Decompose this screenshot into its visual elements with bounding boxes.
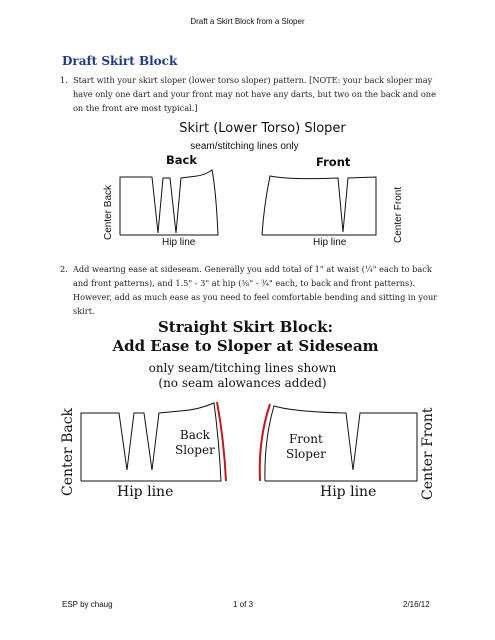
back-sloper-label: Back Sloper xyxy=(175,428,215,457)
footer-page-number: 1 of 3 xyxy=(233,600,254,609)
center-front-label: Center Front xyxy=(393,186,404,243)
front-label: Front xyxy=(316,155,351,169)
back-label: Back xyxy=(166,153,197,167)
center-back-label: Center Back xyxy=(60,407,76,496)
figure2-subtitle-line1: only seam/titching lines shown xyxy=(148,361,337,375)
step-text: Add wearing ease at sideseam. Generally you add total of 1" at waist (¼" each to back and front patterns), and 1.5" - 3" at hip (⅜" - ¾" each, to back and front patterns). However, add as much ease as you need to feel comfortable bending and sitting in your skirt. xyxy=(73,264,438,316)
step-number: 1. xyxy=(60,75,68,85)
figure2-title-line1: Straight Skirt Block: xyxy=(157,318,334,336)
figure2-subtitle-line2: (no seam alowances added) xyxy=(158,376,327,390)
hip-line-label: Hip line xyxy=(313,237,347,248)
footer-date: 2/16/12 xyxy=(403,600,430,609)
figure2-title-line2: Add Ease to Sloper at Sideseam xyxy=(112,337,379,355)
figure1-subtitle: seam/stitching lines only xyxy=(190,141,299,152)
back-block-outline xyxy=(81,403,221,481)
front-sloper-label: Front Sloper xyxy=(286,432,326,461)
center-back-label: Center Back xyxy=(103,184,114,240)
step-number: 2. xyxy=(60,264,68,274)
section-title: Draft Skirt Block xyxy=(62,54,178,68)
hip-line-label: Hip line xyxy=(117,484,174,500)
running-header: Draft a Skirt Block from a Sloper xyxy=(190,17,305,26)
hip-line-label: Hip line xyxy=(162,237,196,248)
figure1-title: Skirt (Lower Torso) Sloper xyxy=(179,121,346,136)
hip-line-label: Hip line xyxy=(320,484,377,500)
front-block-outline xyxy=(265,406,417,481)
footer-author: ESP by chaug xyxy=(62,600,113,609)
step-text: Start with your skirt sloper (lower torso sloper) pattern. [NOTE: your back sloper may have only one dart and your front may not have any darts, but two on the back and one on the front are most typical.] xyxy=(73,75,436,113)
center-front-label: Center Front xyxy=(420,407,436,500)
